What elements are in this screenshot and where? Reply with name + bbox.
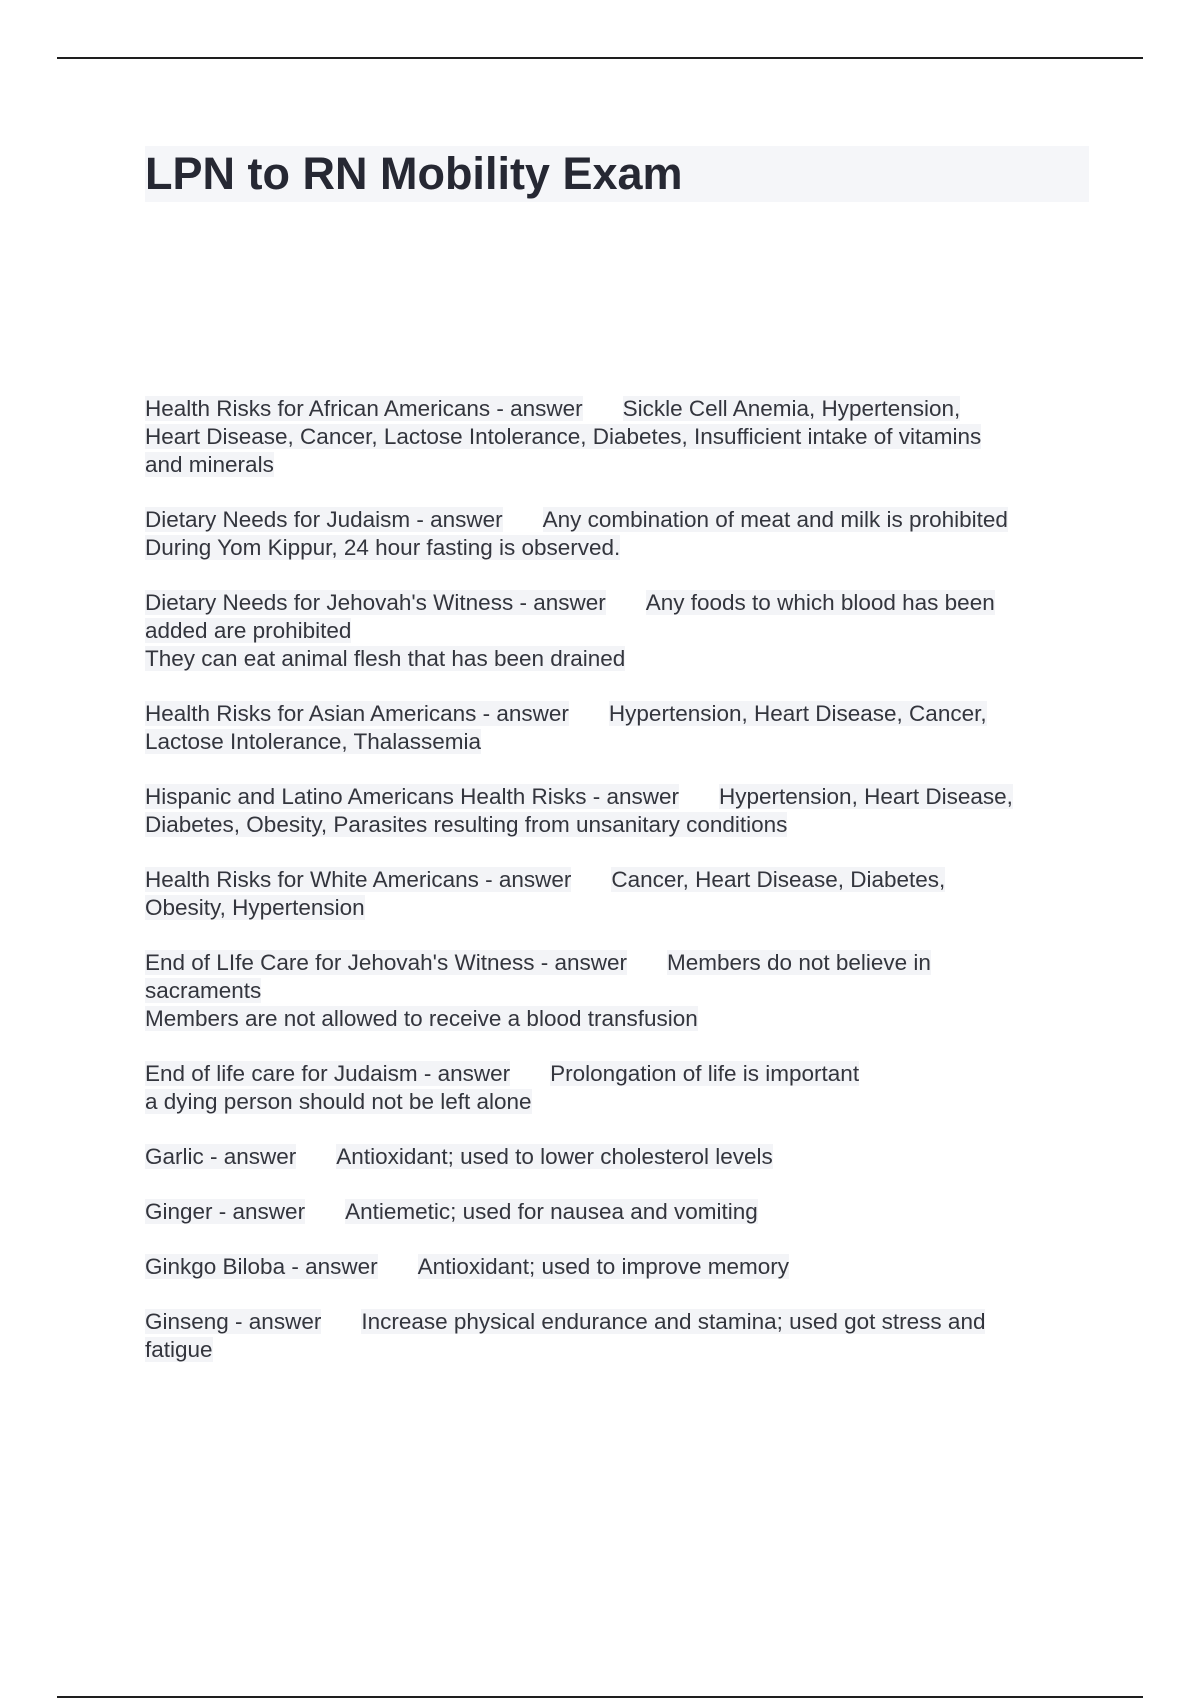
question-text: Ginkgo Biloba - answer: [145, 1254, 378, 1279]
question-text: Health Risks for White Americans - answer: [145, 867, 572, 892]
answer-text: Sickle Cell Anemia, Hypertension,: [622, 396, 961, 421]
qa-line: [145, 1198, 1085, 1226]
qa-item: [145, 1198, 1085, 1226]
qa-line: [145, 395, 1085, 423]
qa-item: [145, 866, 1085, 922]
answer-text: Lactose Intolerance, Thalassemia: [145, 729, 482, 754]
answer-text: Antioxidant; used to improve memory: [417, 1254, 790, 1279]
qa-line: [145, 811, 1085, 839]
answer-text: During Yom Kippur, 24 hour fasting is observed.: [145, 535, 621, 560]
qa-line: [145, 866, 1085, 894]
answer-text: Diabetes, Obesity, Parasites resulting from unsanitary conditions: [145, 812, 788, 837]
qa-line: [145, 728, 1085, 756]
question-text: Dietary Needs for Jehovah's Witness - answer: [145, 590, 606, 615]
qa-item: [145, 949, 1085, 1033]
answer-text: Hypertension, Heart Disease,: [719, 784, 1013, 809]
answer-text: Heart Disease, Cancer, Lactose Intolerance, Diabetes, Insufficient intake of vitamins: [145, 424, 982, 449]
qa-line: [145, 977, 1085, 1005]
page-title: LPN to RN Mobility Exam: [145, 148, 683, 199]
qa-line: [145, 423, 1085, 451]
answer-text: Increase physical endurance and stamina; used got stress and: [361, 1309, 986, 1334]
question-text: Ginseng - answer: [145, 1309, 322, 1334]
qa-item: [145, 1253, 1085, 1281]
answer-text: fatigue: [145, 1337, 213, 1362]
qa-line: [145, 1088, 1085, 1116]
qa-line: [145, 1253, 1085, 1281]
qa-item: [145, 589, 1085, 673]
question-text: End of life care for Judaism - answer: [145, 1061, 511, 1086]
qa-line: [145, 1005, 1085, 1033]
answer-text: Any combination of meat and milk is prohibited: [542, 507, 1008, 532]
answer-text: Prolongation of life is important: [550, 1061, 860, 1086]
question-text: Garlic - answer: [145, 1144, 297, 1169]
qa-list: [145, 395, 1085, 1391]
answer-text: They can eat animal flesh that has been drained: [145, 646, 626, 671]
answer-text: sacraments: [145, 978, 262, 1003]
qa-line: [145, 645, 1085, 673]
answer-text: Obesity, Hypertension: [145, 895, 365, 920]
qa-line: [145, 451, 1085, 479]
qa-item: [145, 506, 1085, 562]
answer-text: Any foods to which blood has been: [645, 590, 995, 615]
question-text: End of LIfe Care for Jehovah's Witness - answer: [145, 950, 628, 975]
answer-text: and minerals: [145, 452, 274, 477]
qa-line: [145, 1143, 1085, 1171]
question-text: Hispanic and Latino Americans Health Risks - answer: [145, 784, 679, 809]
top-rule: [57, 57, 1143, 59]
qa-line: [145, 783, 1085, 811]
answer-text: Hypertension, Heart Disease, Cancer,: [608, 701, 987, 726]
answer-text: added are prohibited: [145, 618, 352, 643]
qa-line: [145, 1308, 1085, 1336]
qa-line: [145, 949, 1085, 977]
question-text: Health Risks for Asian Americans - answer: [145, 701, 569, 726]
answer-text: Cancer, Heart Disease, Diabetes,: [611, 867, 946, 892]
qa-item: [145, 1308, 1085, 1364]
qa-line: [145, 617, 1085, 645]
qa-item: [145, 1143, 1085, 1171]
answer-text: Members are not allowed to receive a blood transfusion: [145, 1006, 698, 1031]
qa-item: [145, 700, 1085, 756]
answer-text: Antioxidant; used to lower cholesterol levels: [336, 1144, 773, 1169]
qa-line: [145, 506, 1085, 534]
qa-line: [145, 700, 1085, 728]
qa-line: [145, 589, 1085, 617]
qa-item: [145, 395, 1085, 479]
qa-line: [145, 1336, 1085, 1364]
bottom-rule: [57, 1696, 1143, 1698]
answer-text: Members do not believe in: [667, 950, 931, 975]
answer-text: Antiemetic; used for nausea and vomiting: [345, 1199, 758, 1224]
question-text: Health Risks for African Americans - answer: [145, 396, 583, 421]
answer-text: a dying person should not be left alone: [145, 1089, 532, 1114]
qa-item: [145, 1060, 1085, 1116]
question-text: Ginger - answer: [145, 1199, 306, 1224]
qa-line: [145, 1060, 1085, 1088]
question-text: Dietary Needs for Judaism - answer: [145, 507, 503, 532]
qa-line: [145, 534, 1085, 562]
qa-item: [145, 783, 1085, 839]
qa-line: [145, 894, 1085, 922]
